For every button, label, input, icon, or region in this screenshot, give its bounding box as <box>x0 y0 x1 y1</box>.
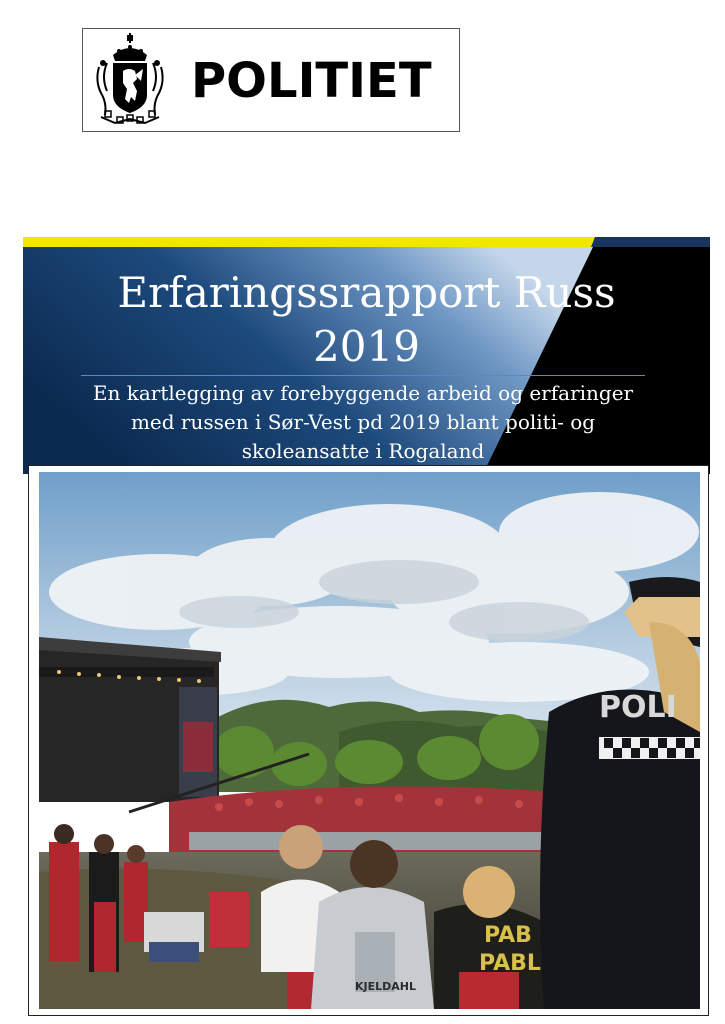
cover-photo-russ-festival <box>39 472 700 1009</box>
subtitle-line1: En kartlegging av forebyggende arbeid og erfaringer <box>92 381 634 405</box>
hoodie-text-pab: PAB <box>484 923 532 948</box>
politiet-logo <box>82 28 460 132</box>
title-divider <box>81 375 645 376</box>
report-title-line1: Erfaringssrapport Russ <box>117 268 616 317</box>
subtitle-line3: skoleansatte i Rogaland <box>241 439 485 463</box>
hoodie-text-kjeldahl: KJELDAHL <box>355 980 416 993</box>
police-jacket-text: POLI <box>599 690 677 725</box>
title-banner <box>23 237 710 474</box>
lion-crest-icon <box>91 33 169 129</box>
politiet-wordmark: POLITIET <box>191 53 432 109</box>
cover-photo-frame <box>28 465 709 1016</box>
hoodie-text-pabl: PABL <box>479 951 541 976</box>
report-subtitle <box>73 379 653 466</box>
subtitle-line2: med russen i Sør-Vest pd 2019 blant politi- og <box>130 410 596 434</box>
report-title-line2: 2019 <box>313 322 420 371</box>
